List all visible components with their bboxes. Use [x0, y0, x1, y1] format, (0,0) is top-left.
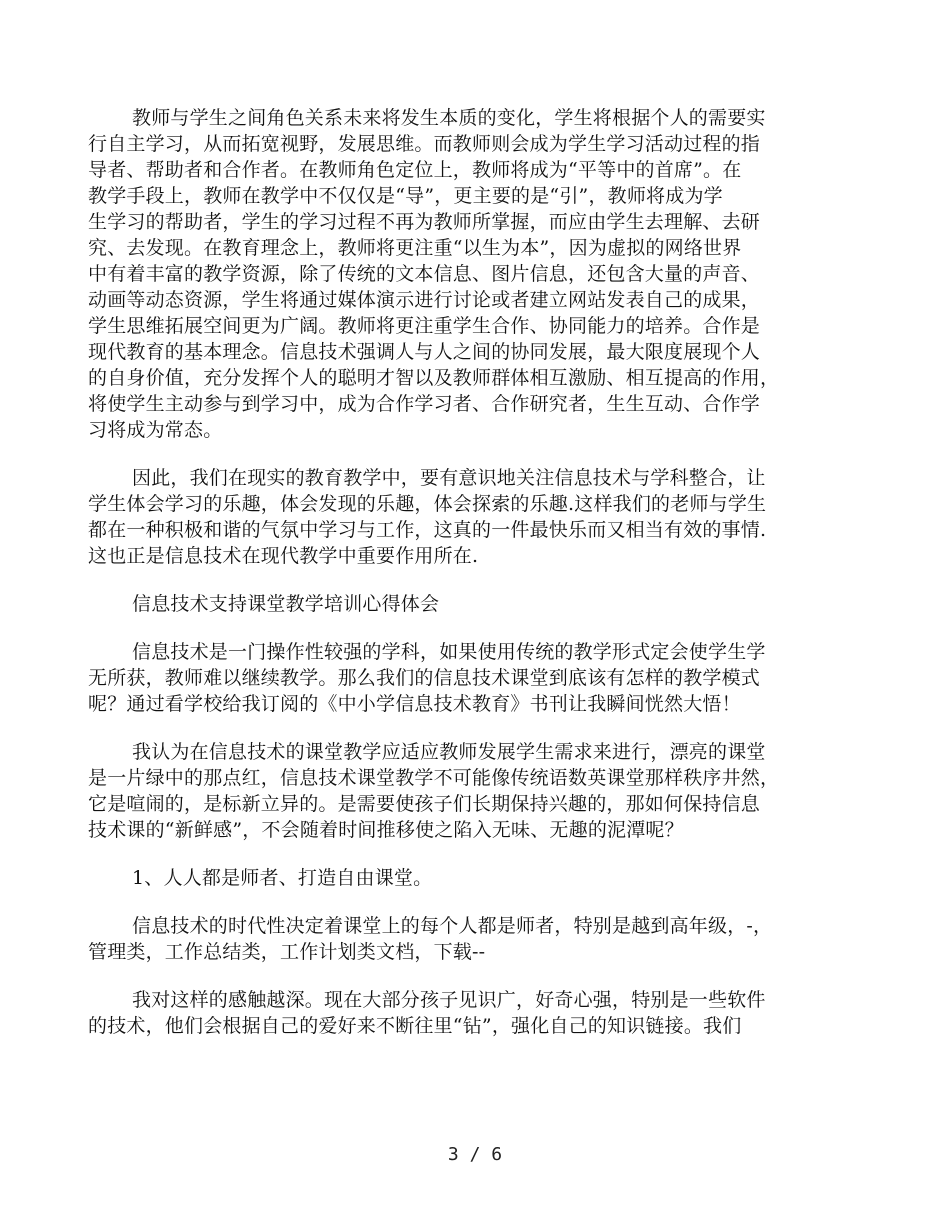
text-line: 无所获，教师难以继续教学。那么我们的信息技术课堂到底该有怎样的教学模式	[88, 667, 761, 689]
paragraph-everyone-teacher	[88, 913, 872, 965]
text-line: 教学手段上，教师在教学中不仅仅是“导”，更主要的是“引”，教师将成为学	[88, 185, 723, 207]
paragraph-operational-subject	[88, 639, 872, 717]
page-number: 3 / 6	[447, 1144, 503, 1165]
text-line: 学生思维拓展空间更为广阔。教师将更注重学生合作、协同能力的培养。合作是	[88, 315, 761, 337]
text-line: 生学习的帮助者，学生的学习过程不再为教师所掌握，而应由学生去理解、去研	[88, 211, 761, 233]
text-line: 究、去发现。在教育理念上，教师将更注重“以生为本”，因为虚拟的网络世界	[88, 237, 742, 259]
text-line: 我对这样的感触越深。现在大部分孩子见识广，好奇心强，特别是一些软件	[132, 989, 766, 1011]
text-line: 中有着丰富的教学资源，除了传统的文本信息、图片信息，还包含大量的声音、	[88, 263, 761, 285]
text-line: 因此，我们在现实的教育教学中，要有意识地关注信息技术与学科整合，让	[132, 467, 766, 489]
text-line: 将使学生主动参与到学习中，成为合作学习者、合作研究者，生生互动、合作学	[88, 393, 761, 415]
text-line: 的技术，他们会根据自己的爱好来不断往里“钻”，强化自己的知识链接。我们	[88, 1015, 742, 1037]
text-line: 都在一种积极和谐的气氛中学习与工作，这真的一件最快乐而又相当有效的事情.	[88, 519, 767, 541]
heading-text: 信息技术支持课堂教学培训心得体会	[132, 593, 440, 615]
text-line: 管理类，工作总结类，工作计划类文档，下载--	[88, 941, 486, 963]
text-line: 的自身价值，充分发挥个人的聪明才智以及教师群体相互激励、相互提高的作用，	[88, 367, 780, 389]
text-line: 呢？通过看学校给我订阅的《中小学信息技术教育》书刊让我瞬间恍然大悟！	[88, 693, 741, 715]
text-line: 动画等动态资源，学生将通过媒体演示进行讨论或者建立网站发表自己的成果，	[88, 289, 761, 311]
document-body	[88, 105, 872, 1061]
heading-text: 1、人人都是师者、打造自由课堂。	[132, 867, 433, 889]
text-line: 导者、帮助者和合作者。在教师角色定位上，教师将成为“平等中的首席”。在	[88, 159, 742, 181]
text-line: 现代教育的基本理念。信息技术强调人与人之间的协同发展，最大限度展现个人	[88, 341, 761, 363]
paragraph-classroom-vision	[88, 739, 872, 843]
text-line: 信息技术是一门操作性较强的学科，如果使用传统的教学形式定会使学生学	[132, 641, 766, 663]
text-line: 教师与学生之间角色关系未来将发生本质的变化，学生将根据个人的需要实	[132, 107, 766, 129]
paragraph-teacher-student-roles	[88, 105, 872, 443]
text-line: 是一片绿中的那点红，信息技术课堂教学不可能像传统语数英课堂那样秩序井然，	[88, 767, 780, 789]
section-heading	[88, 591, 872, 617]
text-line: 这也正是信息技术在现代教学中重要作用所在.	[88, 545, 479, 567]
text-line: 它是喧闹的，是标新立异的。是需要使孩子们长期保持兴趣的，那如何保持信息	[88, 793, 761, 815]
text-line: 我认为在信息技术的课堂教学应适应教师发展学生需求来进行，漂亮的课堂	[132, 741, 766, 763]
paragraph-conclusion	[88, 465, 872, 569]
text-line: 行自主学习，从而拓宽视野，发展思维。而教师则会成为学生学习活动过程的指	[88, 133, 761, 155]
text-line: 信息技术的时代性决定着课堂上的每个人都是师者，特别是越到高年级，-，	[132, 915, 773, 937]
text-line: 技术课的“新鲜感”，不会随着时间推移使之陷入无味、无趣的泥潭呢？	[88, 819, 684, 841]
text-line: 习将成为常态。	[88, 419, 223, 441]
text-line: 学生体会学习的乐趣，体会发现的乐趣，体会探索的乐趣.这样我们的老师与学生	[88, 493, 767, 515]
paragraph-student-curiosity	[88, 987, 872, 1039]
numbered-point-heading	[88, 865, 872, 891]
